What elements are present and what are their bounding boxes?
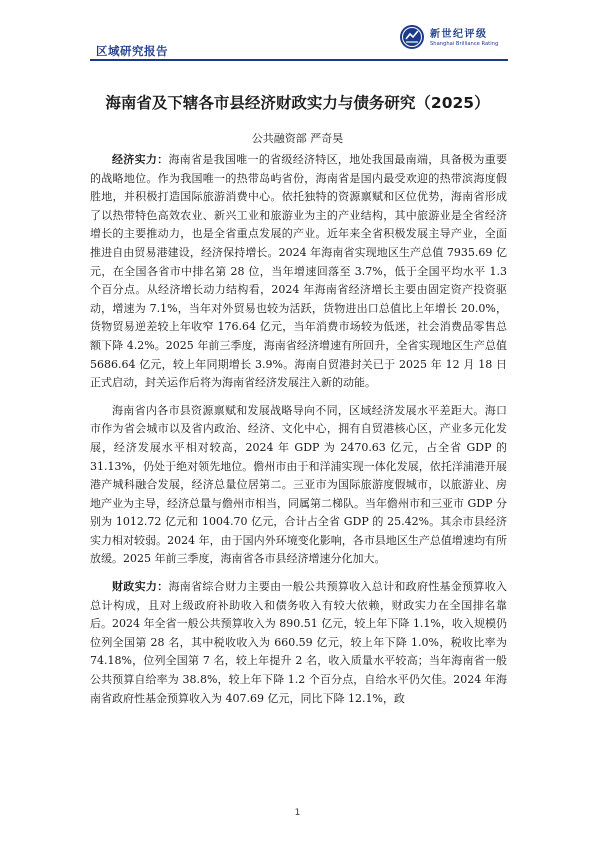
- paragraph-economy: [90, 151, 507, 393]
- paragraph-lead: 经济实力：: [112, 153, 169, 166]
- report-body: [90, 151, 507, 708]
- page-number: 1: [294, 808, 301, 818]
- paragraph-text: 海南省是我国唯一的省级经济特区，地处我国最南端，具备极为重要的战略地位。作为我国唯一的热带岛屿省份，海南省是国内最受欢迎的热带滨海度假胜地，并积极打造国际旅游消费中心。依托独特的资源禀赋和区位优势，海南省形成了以热带特色高效农业、新兴工业和旅游业为主的产业结构，其中旅游业是全省经济增长的主要推动力，也是全省重点发展的产业。近年来全省积极发展主导产业，全面推进自由贸易港建设，经济保持增长。2024 年海南省实现地区生产总值 7935.69 亿元，在全国各省市中排名第 28 位，当年增速回落至 3.7%，低于全国平均水平 1.3 个百分点。从经济增长动力结构看，2024 年海南省经济增长主要由固定资产投资驱动，增速为 7.1%，当年对外贸易也较为活跃，货物进出口总值比上年增长 20.0%，货物贸易逆差较上年收窄 176.64 亿元，当年消费市场较为低迷，社会消费品零售总额下降 4.2%。2025 年前三季度，海南省经济增速有所回升，全省实现地区生产总值 5686.64 亿元，较上年同期增长 3.9%。海南自贸港封关已于 2025 年 12 月 18 日正式启动，封关运作后将为海南省经济发展注入新的动能。: [90, 153, 508, 390]
- paragraph-text: 海南省内各市县资源禀赋和发展战略导向不同，区域经济发展水平差距大。海口市作为省会城市以及省内政治、经济、文化中心，拥有自贸港核心区，产业多元化发展，经济发展水平相对较高，2024 年 GDP 为 2470.63 亿元，占全省 GDP 的 31.13%，仍处于绝对领先地位。儋州市由于和洋浦实现一体化发展，依托洋浦港开展港产城科融合发展，经济总量位居第二。三亚市为国际旅游度假城市，以旅游业、房地产业为主导，经济总量与儋州市相当，同属第二梯队。当年儋州市和三亚市 GDP 分别为 1012.72 亿元和 1004.70 亿元，合计占全省 GDP 的 25.42%。其余市县经济实力相对较弱。2024 年，由于国内外环境变化影响，各市县地区生产总值增速均有所放缓。2025 年前三季度，海南省各市县经济增速分化加大。: [90, 403, 507, 566]
- section-label: 区域研究报告: [96, 44, 168, 58]
- paragraph-lead: 财政实力：: [112, 580, 169, 594]
- page-header: [0, 0, 595, 62]
- logo-name-cn: 新世纪评级: [430, 29, 488, 40]
- paragraph-regional: [90, 402, 507, 569]
- paragraph-text: 海南省综合财力主要由一般公共预算收入总计和政府性基金预算收入总计构成，且对上级政府补助收入和债务收入有较大依赖，财政实力在全国排名靠后。2024 年全省一般公共预算收入为 890.51 亿元，较上年下降 1.1%，收入规模仍位列全国第 28 名，其中税收收入为 660.59 亿元，较上年下降 1.0%，税收比率为 74.18%，位列全国第 7 名，较上年提升 2 名，收入质量水平较高；当年海南省一般公共预算自给率为 38.8%，较上年下降 1.2 个百分点，自给水平仍欠佳。2024 年海南省政府性基金预算收入为 407.69 亿元，同比下降 12.1%，政: [90, 580, 508, 705]
- header-divider: [90, 59, 508, 61]
- report-author: 公共融资部 严奇昊: [251, 132, 344, 145]
- brand-logo: [399, 24, 511, 54]
- paragraph-finance: [90, 578, 507, 708]
- rating-agency-emblem-icon: [399, 24, 425, 50]
- report-title: 海南省及下辖各市县经济财政实力与债务研究（2025）: [105, 94, 490, 112]
- logo-name-en: Shanghai Brilliance Rating: [430, 41, 499, 47]
